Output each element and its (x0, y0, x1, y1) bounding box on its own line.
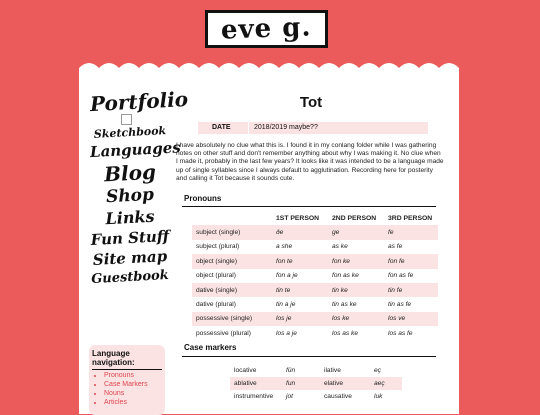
divider (248, 122, 249, 134)
case-marker: luk (374, 393, 383, 400)
column-header: 3RD PERSON (388, 214, 433, 222)
table-cell: tin as fe (388, 301, 412, 309)
table-cell: ge (328, 225, 384, 239)
nav-site-map[interactable]: Site map (92, 247, 168, 269)
date-label: DATE (212, 124, 231, 131)
nav-languages[interactable]: Languages (89, 138, 182, 162)
sidebar-nav (89, 86, 189, 289)
date-row (198, 122, 428, 134)
table-row (192, 254, 438, 268)
case-marker: jot (286, 393, 293, 400)
table-cell: los je (272, 312, 328, 326)
column-header (192, 211, 272, 225)
case-name: instrumentive (234, 393, 274, 400)
table-cell: tin te (272, 283, 328, 297)
nav-blog[interactable]: Blog (103, 159, 157, 187)
column-header: 2ND PERSON (332, 214, 377, 222)
case-marker: eç (374, 367, 381, 374)
page-title: Tot (299, 94, 323, 111)
table-cell: fon te (272, 254, 328, 268)
divider (182, 206, 436, 207)
case-markers-heading: Case markers (184, 343, 237, 352)
table-cell: tin fe (384, 283, 438, 297)
row-label: dative (plural) (196, 301, 236, 309)
case-name: ablative (230, 377, 282, 390)
nav-shop[interactable]: Shop (105, 184, 155, 208)
case-name: ilative (324, 367, 341, 374)
row-label: object (plural) (196, 272, 236, 280)
table-header-row (192, 211, 438, 225)
table-cell: los a je (276, 329, 297, 337)
nav-guestbook[interactable]: Guestbook (90, 267, 170, 288)
table-row (192, 283, 438, 297)
nav-links[interactable]: Links (104, 206, 155, 229)
case-markers-table (230, 364, 402, 403)
table-row (230, 390, 402, 403)
language-navigation-title: Language navigation: (92, 349, 135, 368)
table-cell: los ke (328, 312, 384, 326)
case-marker: fun (282, 377, 320, 390)
case-name: locative (234, 367, 257, 374)
table-cell: fon as ke (332, 272, 359, 280)
site-logo[interactable] (205, 10, 328, 48)
nav-fun-stuff[interactable]: Fun Stuff (90, 226, 170, 250)
table-cell: as fe (388, 243, 403, 251)
table-cell: los as fe (388, 329, 413, 337)
row-label: subject (single) (192, 225, 272, 239)
pronouns-table (192, 211, 438, 341)
table-cell: fon ke (328, 254, 384, 268)
table-row (192, 225, 438, 239)
table-row (192, 312, 438, 326)
table-cell: fon a je (276, 272, 298, 280)
divider (92, 369, 162, 370)
row-label: dative (single) (192, 283, 272, 297)
nav-sketchbook[interactable]: Sketchbook (93, 124, 167, 141)
table-cell: los as ke (332, 329, 359, 337)
broken-image-icon (121, 114, 132, 125)
case-name: elative (320, 377, 370, 390)
logo-text: eve g. (220, 12, 313, 46)
divider (182, 356, 436, 357)
table-cell: tin a je (276, 301, 296, 309)
nav-portfolio[interactable]: Portfolio (89, 86, 189, 117)
table-row (230, 364, 402, 377)
language-nav-link[interactable]: • Pronouns (104, 372, 162, 381)
table-cell: as ke (332, 243, 348, 251)
table-cell: fon as fe (388, 272, 414, 280)
row-label: possessive (single) (192, 312, 272, 326)
language-navigation-list (92, 372, 162, 407)
language-nav-link[interactable]: • Nouns (104, 390, 162, 399)
date-value: 2018/2019 maybe?? (254, 124, 318, 131)
table-cell: fe (384, 225, 438, 239)
case-marker: aeç (370, 377, 402, 390)
table-cell: tin ke (328, 283, 384, 297)
table-row (192, 240, 438, 254)
table-cell: fon fe (384, 254, 438, 268)
table-row (192, 269, 438, 283)
table-row (192, 326, 438, 340)
case-name: causative (324, 393, 352, 400)
row-label: subject (plural) (196, 243, 240, 251)
row-label: object (single) (192, 254, 272, 268)
language-nav-link[interactable]: • Case Markers (104, 381, 162, 390)
table-cell: los ve (384, 312, 438, 326)
table-cell: tin as ke (332, 301, 357, 309)
table-cell: ðe (272, 225, 328, 239)
table-cell: a she (276, 243, 293, 251)
table-row (192, 297, 438, 311)
pronouns-heading: Pronouns (184, 194, 222, 203)
row-label: possessive (plural) (196, 329, 251, 337)
table-row (230, 377, 402, 390)
case-marker: fün (286, 367, 296, 374)
language-nav-link[interactable]: • Articles (104, 399, 162, 408)
intro-paragraph: I have absolutely no clue what this is. I found it in my conlang folder while I was gathering notes on other stuff and don't remember anything about why I was making it. No clue when I made it, probably in the last few years? It looks like it was intended to be a language made up of single syllables since I always default to agglutination. Recording here for posterity and calling it Tot because it sounds cute. (176, 142, 444, 182)
column-header: 1ST PERSON (276, 214, 320, 222)
